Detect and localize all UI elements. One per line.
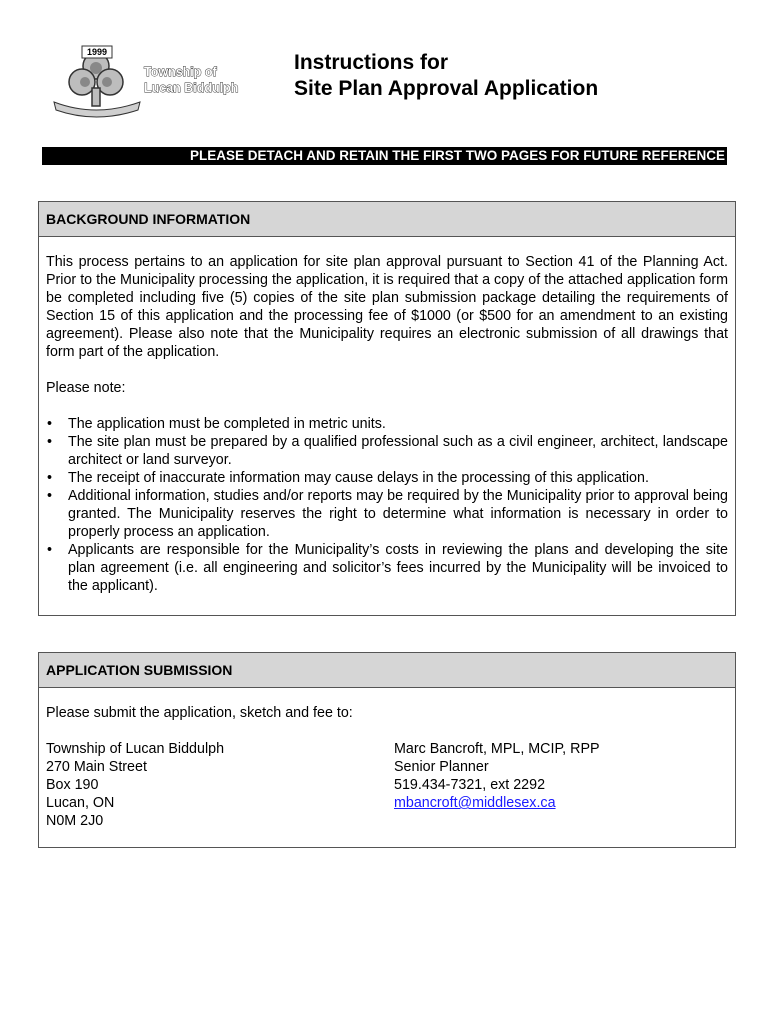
list-item: • The receipt of inaccurate information may cause delays in the processing of this application. (46, 469, 728, 487)
mailing-address (46, 740, 394, 830)
contact-info (394, 740, 694, 830)
logo-year: 1999 (86, 47, 108, 57)
list-item: • The application must be completed in metric units. (46, 415, 728, 433)
contact-phone: 519.434-7321, ext 2292 (394, 777, 546, 793)
submission-intro: Please submit the application, sketch and fee to: (46, 705, 353, 721)
background-section (38, 201, 736, 616)
page-title (294, 50, 598, 102)
contact-name: Marc Bancroft, MPL, MCIP, RPP (394, 741, 600, 757)
background-paragraph: This process pertains to an application for site plan approval pursuant to Section 41 of the Planning Act. Prior to the Municipality processing the application, it is required that a copy of the attached application form be completed including five (5) copies of the site plan submission package detailing the requirements of Section 15 of this application and the processing fee of $1000 (or $500 for an amendment to an existing agreement). Please also note that the Municipality requires an electronic submission of all drawings that form part of the application. (46, 254, 728, 360)
list-item: • The site plan must be prepared by a qualified professional such as a civil engineer, architect, landscape architect or land surveyor. (46, 433, 728, 469)
list-item: • Additional information, studies and/or reports may be required by the Municipality prior to approval being granted. The Municipality reserves the right to determine what information is necessary in order to properly process an application. (46, 487, 728, 541)
title-line-1: Instructions for (294, 51, 449, 74)
note-label: Please note: (46, 380, 126, 396)
address-line: Box 190 (46, 777, 99, 793)
township-logo (52, 44, 270, 118)
submission-section (38, 652, 736, 848)
title-line-2: Site Plan Approval Application (294, 77, 599, 100)
submission-heading: APPLICATION SUBMISSION (39, 653, 735, 688)
logo-text-line1: Township of (144, 65, 217, 79)
list-item: • Applicants are responsible for the Municipality’s costs in reviewing the plans and developing the site plan agreement (i.e. all engineering and solicitor’s fees incurred by the Municipality will be invoiced to the applicant). (46, 541, 728, 595)
contact-role: Senior Planner (394, 759, 489, 775)
logo-text-line2: Lucan Biddulph (144, 81, 239, 95)
contact-email-link[interactable]: mbancroft@middlesex.ca (394, 795, 556, 811)
address-line: N0M 2J0 (46, 813, 104, 829)
notes-list (46, 415, 728, 595)
address-line: Lucan, ON (46, 795, 115, 811)
background-heading: BACKGROUND INFORMATION (39, 202, 735, 237)
address-line: 270 Main Street (46, 759, 147, 775)
detach-banner: PLEASE DETACH AND RETAIN THE FIRST TWO PAGES FOR FUTURE REFERENCE (42, 147, 727, 165)
address-line: Township of Lucan Biddulph (46, 741, 225, 757)
